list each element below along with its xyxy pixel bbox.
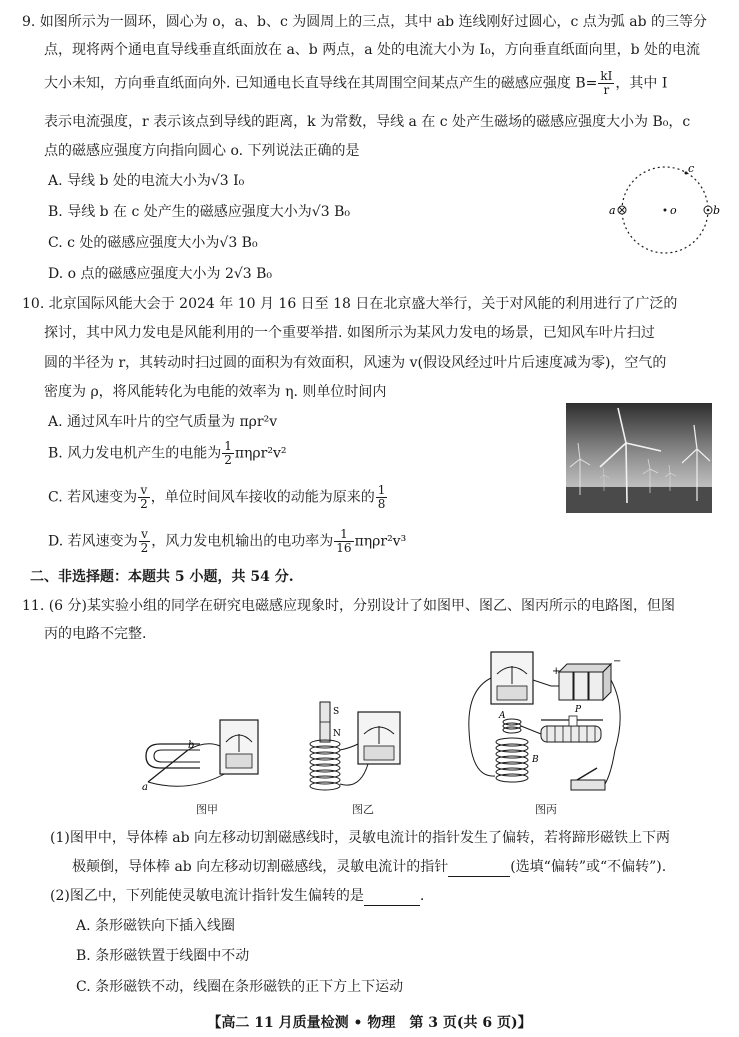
q10-option-c-frac1-num: v xyxy=(138,484,150,498)
q9-option-d: D. o 点的磁感应强度大小为 2√3 B₀ xyxy=(48,266,273,282)
fig-jia-label-a: a xyxy=(142,782,148,793)
q9-formula-den: r xyxy=(603,83,610,97)
q9-ring-figure xyxy=(600,160,720,255)
wire-yi-top xyxy=(340,744,358,750)
label-b: b xyxy=(713,204,720,217)
q9-stem-line-1: 9. 如图所示为一圆环，圆心为 o，a、b、c 为圆周上的三点，其中 ab 连线刚好过圆心，c 点为弧 ab 的三等分 xyxy=(22,14,707,30)
label-c: c xyxy=(688,162,695,175)
fig-bing-label-p: P xyxy=(575,705,582,715)
q9-stem-line-5: 表示电流强度，r 表示该点到导线的距离，k 为常数，导线 a 在 c 处产生磁场的磁感应强度大小为 B₀，c xyxy=(44,114,691,130)
q10-option-d-frac2 xyxy=(334,528,353,555)
battery-pack xyxy=(559,664,611,700)
q9-stem-line-3 xyxy=(44,70,667,97)
q10-option-c-mid: ，单位时间风车接收的动能为原来的 xyxy=(150,489,375,506)
horseshoe-magnet-inner xyxy=(154,750,200,762)
q11-sub2-answer-blank[interactable] xyxy=(364,889,420,906)
q9-stem-line-6: 点的磁感应强度方向指向圆心 o. 下列说法正确的是 xyxy=(44,143,360,159)
label-o: o xyxy=(670,204,677,217)
caption-figure-yi: 图乙 xyxy=(352,803,374,816)
q9-stem-line-4-text: ，其中 I xyxy=(615,75,668,92)
fig-bing-label-minus: − xyxy=(613,656,622,667)
q10-option-b-post: πηρr²v² xyxy=(234,445,287,462)
q10-option-d-frac2-den: 16 xyxy=(336,541,352,555)
fig-yi-label-n: N xyxy=(333,729,341,739)
caption-figure-jia: 图甲 xyxy=(196,803,218,816)
q10-option-c-frac2-den: 8 xyxy=(377,497,386,511)
q10-option-a: A. 通过风车叶片的空气质量为 πρr²v xyxy=(48,414,278,430)
wire-yi-bottom xyxy=(340,764,368,785)
figure-yi xyxy=(300,700,410,800)
q10-option-d xyxy=(48,528,406,555)
q10-option-b-frac-den: 2 xyxy=(224,453,232,467)
q11-sub2-line xyxy=(50,886,424,906)
q11-sub2-pre: (2)图乙中，下列能使灵敏电流计指针发生偏转的是 xyxy=(50,888,364,904)
wire-b-dot xyxy=(707,209,710,212)
q9-stem-line-2: 点，现将两个通电直导线垂直纸面放在 a、b 两点，a 处的电流大小为 I₀，方向垂直纸面向里，b 处的电流 xyxy=(44,42,701,58)
galvanometer-bing-base xyxy=(497,686,527,700)
q10-option-c-pre: C. 若风速变为 xyxy=(48,489,138,506)
coil-yi xyxy=(310,740,340,790)
q9-formula xyxy=(598,70,614,97)
fig-yi-label-s: S xyxy=(333,707,340,717)
figure-bing xyxy=(455,650,635,800)
q10-option-d-frac1-num: v xyxy=(139,528,151,542)
q10-stem-line-4: 密度为 ρ，将风能转化为电能的效率为 η. 则单位时间内 xyxy=(44,384,387,400)
q10-stem-line-3: 圆的半径为 r，其转动时扫过圆的面积为有效面积，风速为 v(假设风经过叶片后速度减为零)，空气的 xyxy=(44,355,667,371)
q10-option-b-frac xyxy=(222,440,234,467)
galvanometer-base xyxy=(226,754,252,768)
wire-a-galvanometer xyxy=(148,772,228,786)
q10-option-d-post: πηρr²v³ xyxy=(354,533,407,550)
q10-stem-line-1: 10. 北京国际风能大会于 2024 年 10 月 16 日至 18 日在北京盛大举行，关于对风能的利用进行了广泛的 xyxy=(22,296,678,312)
q10-option-c-frac1 xyxy=(138,484,150,511)
q10-option-d-frac1-den: 2 xyxy=(140,541,149,555)
coil-b xyxy=(496,738,528,782)
q10-option-b-frac-num: 1 xyxy=(224,439,232,453)
q10-option-c-frac1-den: 2 xyxy=(140,497,148,511)
q11-sub1-line-2 xyxy=(72,857,666,877)
fig-bing-label-b: B xyxy=(532,755,539,765)
q10-option-b-pre: B. 风力发电机产生的电能为 xyxy=(48,445,222,462)
q10-option-b xyxy=(48,440,287,467)
caption-figure-bing: 图丙 xyxy=(535,803,557,816)
q11-sub1-line-2-pre: 极颠倒，导体棒 ab 向左移动切割磁感线，灵敏电流计的指针 xyxy=(72,859,449,875)
q10-option-c-frac2 xyxy=(376,484,388,511)
q11-option-a: A. 条形磁铁向下插入线圈 xyxy=(76,918,236,934)
q10-stem-line-2: 探讨，其中风力发电是风能利用的一个重要举措. 如图所示为某风力发电的场景，已知风车叶片扫过 xyxy=(44,325,655,341)
label-a: a xyxy=(609,204,616,217)
q9-formula-num: kI xyxy=(600,69,613,83)
rheostat xyxy=(541,716,603,742)
photo-sea xyxy=(566,487,712,513)
q9-option-b: B. 导线 b 在 c 处产生的磁感应强度大小为√3 B₀ xyxy=(48,204,350,220)
center-o-dot xyxy=(664,209,667,212)
section-2-heading: 二、非选择题：本题共 5 小题，共 54 分. xyxy=(30,569,294,585)
q11-sub1-line-2-post: (选填“偏转”或“不偏转”). xyxy=(510,859,667,875)
q9-option-a: A. 导线 b 处的电流大小为√3 I₀ xyxy=(48,173,245,189)
fig-jia-label-b: b xyxy=(188,740,195,751)
coil-a xyxy=(503,719,521,733)
page-footer: 【高二 11 月质量检测 • 物理 第 3 页(共 6 页)】 xyxy=(207,1015,532,1031)
q11-option-b: B. 条形磁铁置于线圈中不动 xyxy=(76,948,250,964)
q11-sub1-line-1: (1)图甲中，导体棒 ab 向左移动切割磁感线时，灵敏电流计的指针发生了偏转，若将蹄形磁铁上下两 xyxy=(50,830,671,846)
q10-option-d-mid: ，风力发电机输出的电功率为 xyxy=(151,533,334,550)
fig-bing-label-plus: + xyxy=(552,666,561,677)
q11-stem-line-2: 丙的电路不完整. xyxy=(44,626,147,642)
wire-galvanometer-battery xyxy=(533,680,559,686)
q9-option-c: C. c 处的磁感应强度大小为√3 B₀ xyxy=(48,235,258,251)
wire-coil-a-rheostat xyxy=(521,726,541,734)
q10-option-c-frac2-num: 1 xyxy=(377,483,386,497)
q10-option-d-frac1 xyxy=(139,528,151,555)
q9-stem-line-3-text: 大小未知，方向垂直纸面向外. 已知通电长直导线在其周围空间某点产生的磁感应强度 B= xyxy=(44,75,598,92)
q11-sub2-post: . xyxy=(419,888,425,904)
figure-jia xyxy=(140,712,290,797)
galvanometer-yi-base xyxy=(364,746,394,760)
wind-farm-photo xyxy=(566,403,712,513)
q11-stem-line-1: 11. (6 分)某实验小组的同学在研究电磁感应现象时，分别设计了如图甲、图乙、图丙所示的电路图，但图 xyxy=(22,598,675,614)
q11-sub1-answer-blank[interactable] xyxy=(448,860,510,877)
q10-option-d-pre: D. 若风速变为 xyxy=(48,533,138,550)
q10-option-d-frac2-num: 1 xyxy=(334,528,353,542)
q11-option-c: C. 条形磁铁不动，线圈在条形磁铁的正下方上下运动 xyxy=(76,979,404,995)
switch xyxy=(571,768,605,790)
fig-bing-label-a: A xyxy=(499,711,506,721)
q10-option-c xyxy=(48,484,388,511)
